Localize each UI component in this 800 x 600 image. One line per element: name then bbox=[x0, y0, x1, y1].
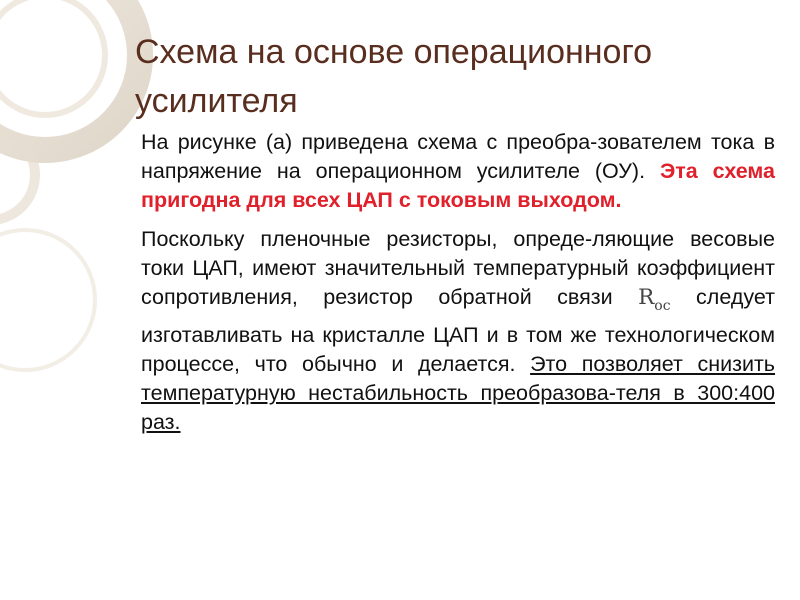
paragraph-2-text-before: Поскольку пленочные резисторы, опреде-ляющие весовые токи ЦАП, имеют значительный температурный коэффициент сопротивления, резистор обратной связи bbox=[141, 227, 775, 309]
paragraph-1 bbox=[141, 128, 775, 215]
paragraph-2-text-after: следует изготавливать на кристалле ЦАП и в том же технологическом процессе, что обычно и делается. bbox=[141, 285, 775, 376]
slide-title: Схема на основе операционного усилителя bbox=[135, 33, 653, 120]
resistor-symbol: R bbox=[638, 285, 655, 310]
decor-circle-inner bbox=[0, 0, 105, 115]
paragraph-2-underlined: Это позволяет снизить температурную нестабильность преобразова-теля в 300:400 раз. bbox=[141, 352, 776, 434]
decor-circle-large bbox=[0, 0, 140, 150]
paragraph-1-highlight: Эта схема пригодна для всех ЦАП с токовым выходом. bbox=[141, 159, 775, 212]
paragraph-2 bbox=[141, 225, 775, 437]
slide-body bbox=[141, 128, 775, 447]
decor-circle-bottom bbox=[0, 230, 95, 370]
resistor-subscript: ос bbox=[654, 298, 671, 314]
paragraph-1-text: На рисунке (а) приведена схема с преобра-зователем тока в напряжение на операционном усилителе (ОУ). bbox=[141, 130, 775, 183]
